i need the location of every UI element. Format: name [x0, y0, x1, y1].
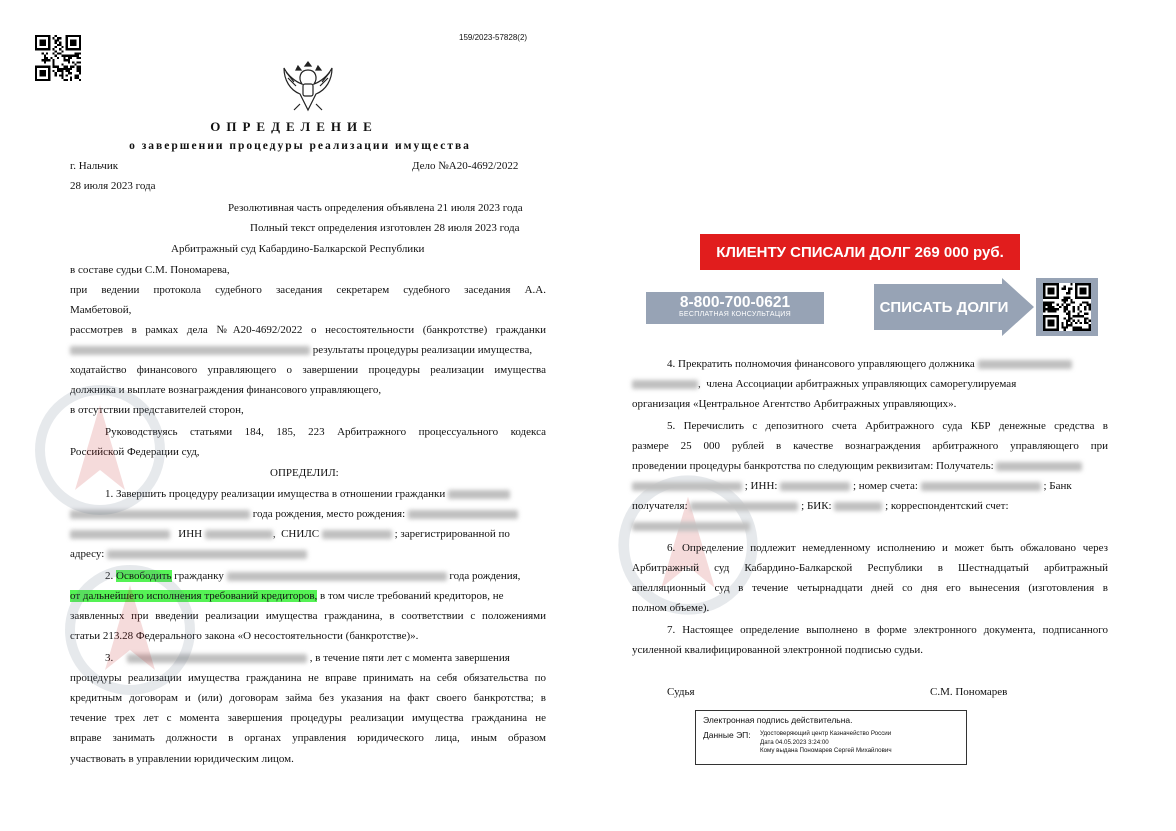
point-3-line: вправе занимать должности в органах управления юридического лица, иным образом — [70, 732, 546, 744]
court-name: Арбитражный суд Кабардино-Балкарской Республики — [171, 243, 425, 255]
review-line: должника и выплате вознаграждения финансового управляющего, — [70, 384, 382, 396]
point-5-line — [632, 460, 1082, 473]
guided-line: Руководствуясь статьями 184, 185, 223 Арбитражного процессуального кодекса — [105, 426, 546, 438]
judge-label: Судья — [667, 686, 695, 698]
address-label: адресу: — [70, 548, 105, 560]
bik-label: ; БИК: — [801, 500, 832, 512]
redacted-text — [780, 482, 850, 491]
review-line: ходатайство финансового управляющего о завершении процедуры реализации имущества — [70, 364, 546, 376]
write-off-debts-button[interactable] — [874, 278, 1034, 336]
redacted-text — [107, 550, 307, 559]
redacted-text — [690, 502, 798, 511]
point-5-line — [632, 520, 750, 533]
point-2-line — [70, 590, 504, 603]
point-4-line: , члена Ассоциации арбитражных управляющих саморегулируемая — [632, 378, 1016, 391]
redacted-text — [205, 530, 273, 539]
redacted-text — [322, 530, 392, 539]
guided-line: Российской Федерации суд, — [70, 446, 200, 458]
point-1-text: ; зарегистрированной по — [394, 528, 510, 540]
highlighted-text: Освободить — [116, 570, 172, 582]
review-line-tail: результаты процедуры реализации имущества, — [312, 344, 533, 356]
qr-code — [1043, 283, 1091, 331]
redacted-text — [227, 572, 447, 581]
qr-code — [35, 35, 81, 81]
phone-button[interactable] — [646, 292, 824, 324]
redacted-text — [921, 482, 1041, 491]
point-6-line: полном объеме). — [632, 602, 710, 614]
review-line — [70, 344, 532, 357]
redacted-text — [70, 510, 250, 519]
case-id: 159/2023-57828(2) — [459, 33, 528, 42]
phone-number: 8-800-700-0621 — [679, 294, 791, 311]
right-document-page — [588, 0, 1176, 831]
point-7-line: 7. Настоящее определение выполнено в форме электронного документа, подписанного — [667, 624, 1108, 636]
document-title: ОПРЕДЕЛЕНИЕ — [210, 119, 378, 134]
point-1-line — [105, 488, 510, 501]
electronic-signature-box — [695, 710, 967, 765]
document-subtitle: о завершении процедуры реализации имущества — [129, 140, 471, 152]
protocol-line: Мамбетовой, — [70, 304, 132, 316]
redacted-text — [632, 522, 750, 531]
point-3-number: 3. — [105, 652, 114, 664]
point-5-line — [632, 500, 1009, 513]
absence-line: в отсутствии представителей сторон, — [70, 404, 244, 416]
redacted-text — [408, 510, 518, 519]
point-1-line — [70, 548, 307, 561]
recipient-label: получателя: — [632, 500, 688, 512]
promo-qr-panel[interactable] — [1036, 278, 1098, 336]
point-4-line — [667, 358, 1072, 371]
coat-of-arms-emblem — [278, 56, 338, 116]
point-3-line: течение трех лет с момента завершения процедуры реализации имущества гражданина не — [70, 712, 546, 724]
full-text-made: Полный текст определения изготовлен 28 июля 2023 года — [250, 222, 520, 234]
redacted-text — [632, 380, 698, 389]
point-3-line: процедуры реализации имущества гражданина не вправе принимать на себя обязательства по — [70, 672, 546, 684]
signature-data-label: Данные ЭП: — [703, 730, 751, 740]
decided-heading: ОПРЕДЕЛИЛ: — [270, 467, 339, 479]
point-2-text: гражданку — [174, 570, 224, 582]
review-line: рассмотрев в рамках дела №А20-4692/2022 о несостоятельности (банкротстве) гражданки — [70, 324, 546, 336]
signature-issuer: Удостоверяющий центр Казначейство России — [760, 730, 892, 737]
point-4-text: члена Ассоциации арбитражных управляющих саморегулируемая — [706, 378, 1017, 390]
signature-valid: Электронная подпись действительна. — [703, 715, 853, 725]
redacted-text — [127, 654, 307, 663]
redacted-text — [996, 462, 1082, 471]
point-3-line: участвовать в управлении юридическим лицом. — [70, 753, 294, 765]
cta-label: СПИСАТЬ ДОЛГИ — [879, 298, 1009, 316]
point-4-text: 4. Прекратить полномочия финансового управляющего должника — [667, 358, 975, 370]
point-3-text: , в течение пяти лет с момента завершения — [309, 652, 510, 664]
highlighted-text: от дальнейшего исполнения требований кредиторов, — [70, 590, 318, 602]
snils-label: СНИЛС — [281, 528, 320, 540]
point-1-text: 1. Завершить процедуру реализации имущества в отношении гражданки — [105, 488, 446, 500]
point-7-line: усиленной квалифицированной электронной подписью судьи. — [632, 644, 923, 656]
document-date: 28 июля 2023 года — [70, 180, 156, 192]
protocol-line: при ведении протокола судебного заседания секретарем судебного заседания А.А. — [70, 284, 546, 296]
point-1-line — [70, 508, 518, 521]
point-4-line: организация «Центральное Агентство Арбитражных управляющих». — [632, 398, 957, 410]
judge-composition: в составе судьи С.М. Пономарева, — [70, 264, 230, 276]
point-2-line: статьи 213.28 Федерального закона «О несостоятельности (банкротстве)». — [70, 630, 419, 642]
judge-name: С.М. Пономарев — [930, 686, 1008, 698]
inn-label: ИНН — [178, 528, 203, 540]
point-2-line — [105, 570, 520, 583]
promo-banner[interactable]: КЛИЕНТУ СПИСАЛИ ДОЛГ 269 000 руб. — [700, 234, 1020, 270]
account-label: ; номер счета: — [852, 480, 918, 492]
point-6-line: 6. Определение подлежит немедленному исполнению и может быть обжаловано через — [667, 542, 1108, 554]
signature-details — [760, 730, 892, 756]
resolution-announced: Резолютивная часть определения объявлена 21 июля 2023 года — [228, 202, 523, 214]
point-5-line: размере 25 000 рублей в качестве вознаграждения арбитражного управляющего при — [632, 440, 1108, 452]
point-2-number: 2. — [105, 570, 114, 582]
point-2-text: в том числе требований кредиторов, не — [320, 590, 504, 602]
city: г. Нальчик — [70, 160, 119, 172]
signature-owner: Кому выдана Пономарев Сергей Михайлович — [760, 747, 892, 754]
point-2-text: года рождения, — [449, 570, 521, 582]
bank-label: ; Банк — [1043, 480, 1072, 492]
redacted-text — [978, 360, 1072, 369]
point-3-line — [105, 652, 510, 665]
redacted-text — [70, 530, 170, 539]
point-5-text: проведении процедуры банкротства по следующим реквизитам: Получатель: — [632, 460, 994, 472]
redacted-text — [632, 482, 742, 491]
point-5-line: 5. Перечислить с депозитного счета Арбитражного суда КБР денежные средства в — [667, 420, 1108, 432]
point-6-line: Арбитражный суд Кабардино-Балкарской Республики в Шестнадцатый арбитражный — [632, 562, 1108, 574]
point-2-line: заявленных при введении реализации имущества гражданина, в соответствии с положениями — [70, 610, 546, 622]
corr-account-label: ; корреспондентский счет: — [885, 500, 1009, 512]
point-5-line — [632, 480, 1072, 493]
redacted-text — [834, 502, 882, 511]
phone-caption: БЕСПЛАТНАЯ КОНСУЛЬТАЦИЯ — [679, 311, 791, 318]
redacted-text — [70, 346, 310, 355]
point-6-line: апелляционный суд в течение четырнадцати дней со дня его вынесения (изготовления в — [632, 582, 1108, 594]
inn-label: ; ИНН: — [744, 480, 778, 492]
point-1-line: ИНН , СНИЛС ; зарегистрированной по — [70, 528, 510, 541]
redacted-text — [448, 490, 510, 499]
signature-date: Дата 04.05.2023 3:24:00 — [760, 738, 829, 746]
case-number: Дело №А20-4692/2022 — [412, 160, 519, 172]
point-1-text: года рождения, место рождения: — [252, 508, 406, 520]
point-3-line: кредитным договорам и (или) договорам займа без указания на факт своего банкротства; в — [70, 692, 546, 704]
